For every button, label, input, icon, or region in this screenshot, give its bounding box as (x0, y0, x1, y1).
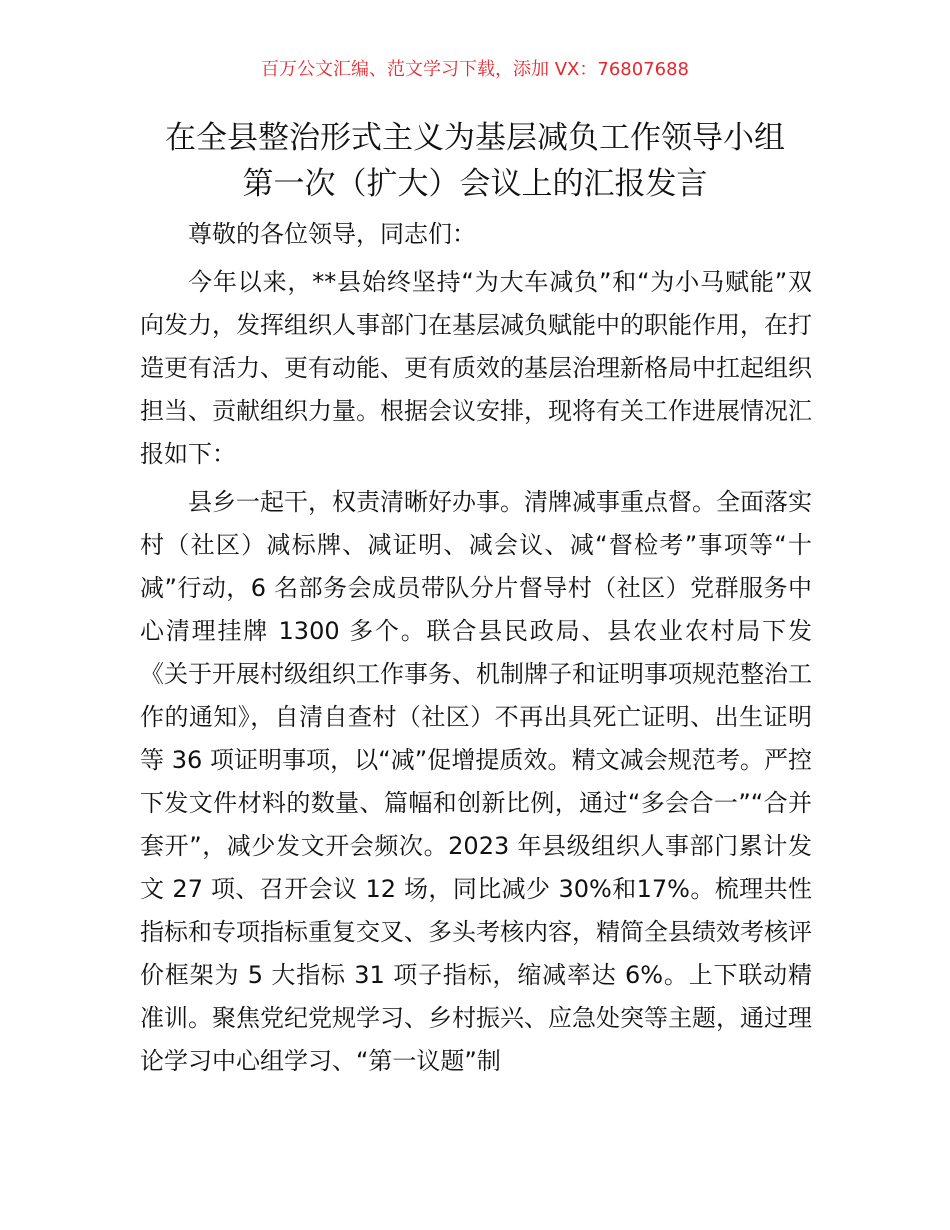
header-watermark: 百万公文汇编、范文学习下载，添加 VX：76807688 (261, 59, 689, 80)
document-body (140, 213, 812, 1083)
title-line-1: 在全县整治形式主义为基层减负工作领导小组 (165, 120, 785, 156)
paragraph-1: 今年以来，**县始终坚持“为大车减负”和“为小马赋能”双向发力，发挥组织人事部门在基层减负赋能中的职能作用，在打造更有活力、更有动能、更有质效的基层治理新格局中扛起组织担当、贡献组织力量。根据会议安排，现将有关工作进展情况汇报如下： (140, 268, 812, 468)
salutation: 尊敬的各位领导，同志们： (188, 220, 476, 248)
paragraph-2: 县乡一起干，权责清晰好办事。清牌减事重点督。全面落实村（社区）减标牌、减证明、减会议、减“督检考”事项等“十减”行动，6 名部务会成员带队分片督导村（社区）党群服务中心清理挂牌 1300 多个。联合县民政局、县农业农村局下发《关于开展村级组织工作事务、机制牌子和证明事项规范整治工作的通知》，自清自查村（社区）不再出具死亡证明、出生证明等 36 项证明事项，以“减”促增提质效。精文减会规范考。严控下发文件材料的数量、篇幅和创新比例，通过“多会合一”“合并套开”，减少发文开会频次。2023 年县级组织人事部门累计发文 27 项、召开会议 12 场，同比减少 30%和17%。梳理共性指标和专项指标重复交叉、多头考核内容，精简全县绩效考核评价框架为 5 大指标 31 项子指标，缩减率达 6%。上下联动精准训。聚焦党纪党规学习、乡村振兴、应急处突等主题，通过理论学习中心组学习、“第一议题”制 (140, 488, 812, 1075)
title-line-2: 第一次（扩大）会议上的汇报发言 (242, 166, 708, 202)
document-title (110, 115, 840, 207)
